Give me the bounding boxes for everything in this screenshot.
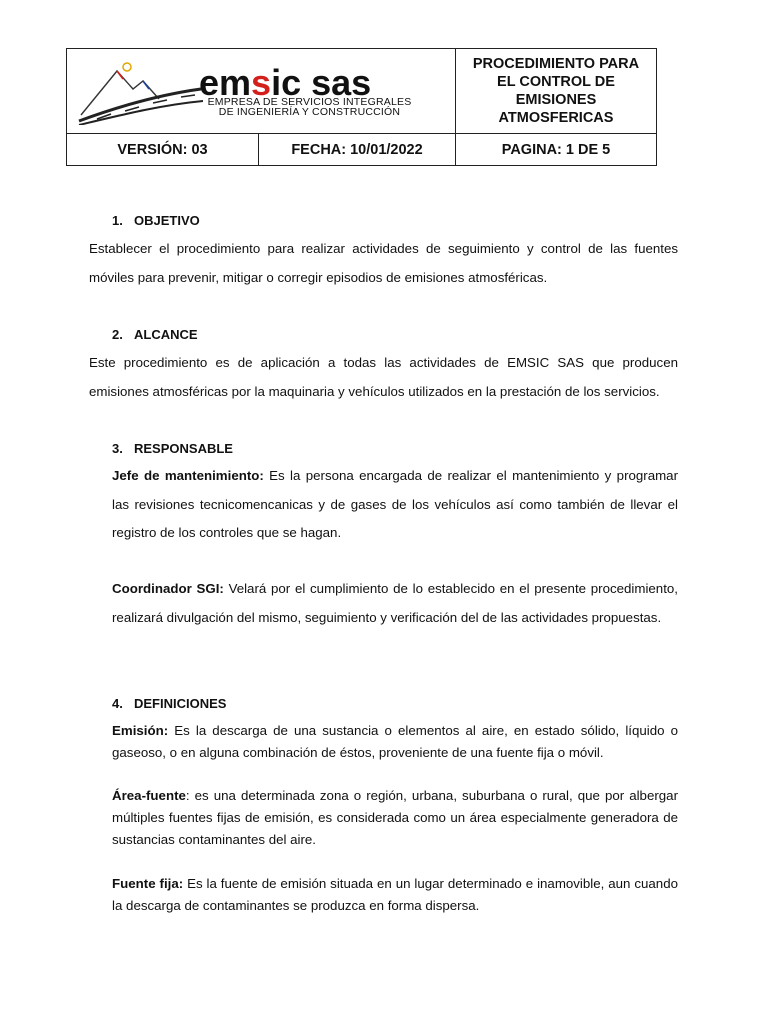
emision-text: Es la descarga de una sustancia o elementos al aire, en estado sólido, líquido o gaseoso, o en alguna combinación de éstos, proveniente de una fuente fija o móvil. — [112, 723, 678, 760]
area-fuente-label: Área-fuente — [112, 788, 186, 803]
title-line: ATMOSFERICAS — [498, 110, 614, 126]
fuente-fija-label: Fuente fija: — [112, 876, 184, 891]
title-line: EMISIONES — [515, 92, 597, 108]
jefe-mantenimiento-label: Jefe de mantenimiento: — [112, 468, 264, 483]
section-heading-responsable: 3. RESPONSABLE — [112, 441, 233, 456]
logo-subtitle-line1: EMPRESA DE SERVICIOS INTEGRALES — [207, 96, 412, 108]
coordinador-sgi-paragraph — [112, 575, 678, 632]
section-heading-definiciones: 4. DEFINICIONES — [112, 696, 227, 711]
coordinador-sgi-label: Coordinador SGI: — [112, 581, 224, 596]
title-line: PROCEDIMIENTO PARA — [472, 56, 640, 72]
section-heading-objetivo: 1. OBJETIVO — [112, 213, 200, 228]
fuente-fija-text: Es la fuente de emisión situada en un lugar determinado e inamovible, aun cuando la descarga de contaminantes se produzca en forma dispersa. — [112, 876, 678, 913]
logo-cell — [67, 49, 456, 133]
jefe-mantenimiento-text: Es la persona encargada de realizar el mantenimiento y programar las revisiones tecnicomencanicas y de gases de los vehículos así como también de llevar el registro de los controles que se hagan. — [112, 468, 679, 540]
logo-subtitle — [177, 97, 442, 117]
definicion-emision — [112, 720, 678, 764]
company-logo — [77, 59, 447, 125]
alcance-text: Este procedimiento es de aplicación a todas las actividades de EMSIC SAS que producen emisiones atmosféricas por la maquinaria y vehículos utilizados en la prestación de los servicios. — [89, 355, 678, 399]
document-header-table — [66, 48, 657, 166]
coordinador-sgi-text: Velará por el cumplimiento de lo establecido en el presente procedimiento, realizará divulgación del mismo, seguimiento y verificación del de las actividades propuestas. — [112, 581, 678, 625]
logo-wordmark: emsic sas — [199, 62, 372, 103]
date-cell: FECHA: 10/01/2022 — [259, 134, 456, 166]
objetivo-text: Establecer el procedimiento para realizar actividades de seguimiento y control de las fuentes móviles para prevenir, mitigar o corregir episodios de emisiones atmosféricas. — [89, 241, 678, 285]
version-cell: VERSIÓN: 03 — [67, 134, 259, 166]
title-line: EL CONTROL DE — [497, 74, 615, 90]
document-title — [456, 49, 656, 133]
emision-label: Emisión: — [112, 723, 169, 738]
header-info-row — [67, 133, 656, 166]
section-heading-alcance: 2. ALCANCE — [112, 327, 198, 342]
definicion-fuente-fija — [112, 873, 678, 917]
jefe-mantenimiento-paragraph — [112, 462, 678, 548]
logo-subtitle-line2: DE INGENIERÍA Y CONSTRUCCIÓN — [218, 106, 401, 118]
definicion-area-fuente — [112, 785, 678, 851]
page-cell: PAGINA: 1 DE 5 — [501, 142, 611, 158]
area-fuente-text: : es una determinada zona o región, urbana, suburbana o rural, que por albergar múltiples fuentes fijas de emisión, es considerada como un área especialmente generadora de sustancias contaminantes del aire. — [112, 788, 678, 847]
